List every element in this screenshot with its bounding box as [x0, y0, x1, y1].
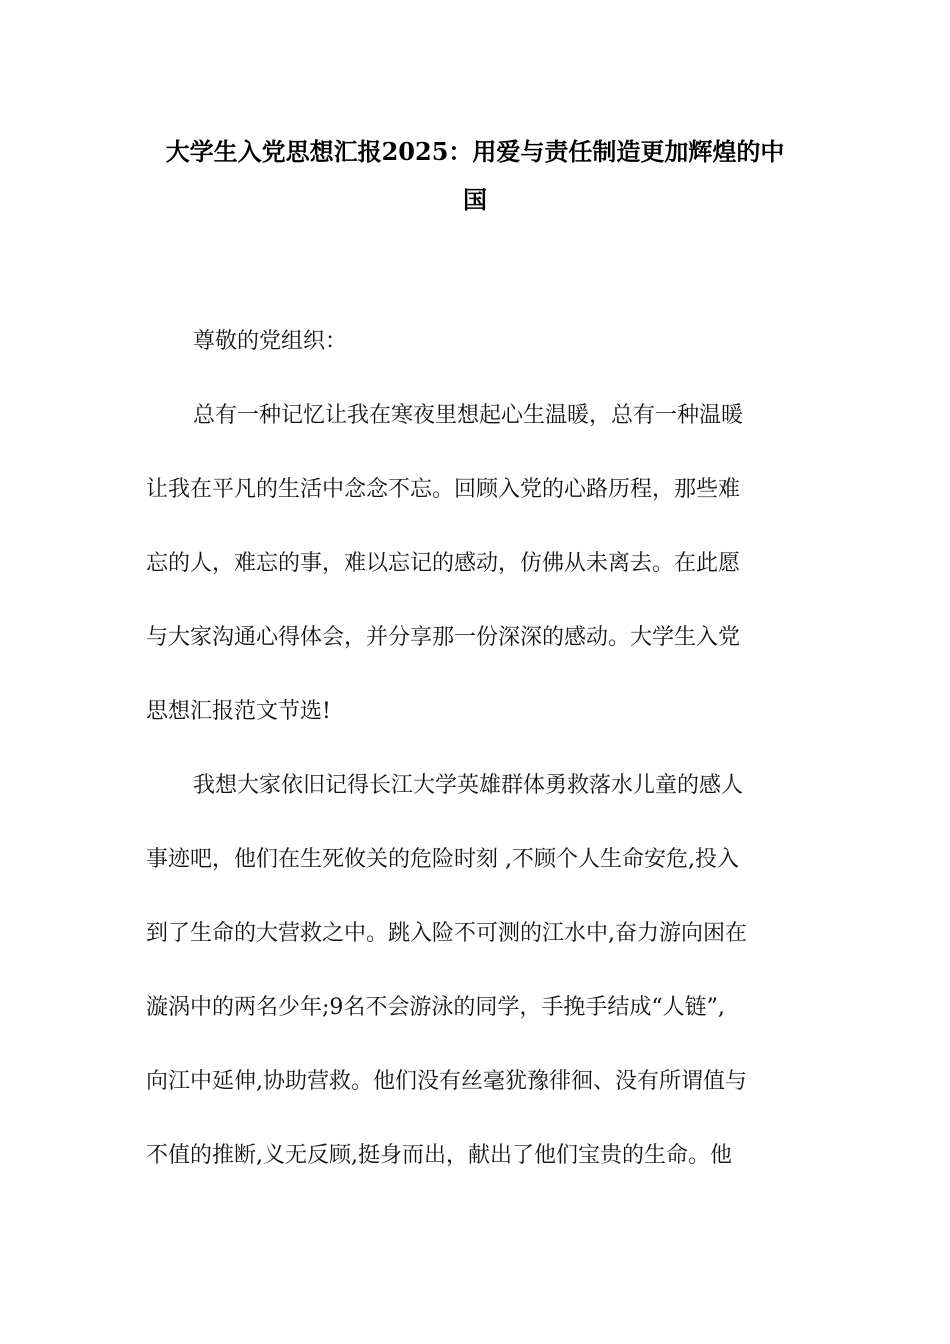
paragraph-1-line-2: 让我在平凡的生活中念念不忘。回顾入党的心路历程，那些难	[146, 477, 741, 502]
paragraph-1	[146, 379, 811, 749]
salutation	[146, 305, 811, 379]
paragraph-2-line-4: 漩涡中的两名少年;9名不会游泳的同学，手挽手结成“人链”,	[146, 995, 725, 1020]
document-title	[130, 128, 820, 224]
paragraph-1-line-1: 总有一种记忆让我在寒夜里想起心生温暖，总有一种温暖	[193, 403, 744, 428]
title-line-2: 国	[463, 185, 487, 214]
paragraph-1-line-4: 与大家沟通心得体会，并分享那一份深深的感动。大学生入党	[146, 625, 741, 650]
paragraph-2-line-5: 向江中延伸,协助营救。他们没有丝毫犹豫徘徊、没有所谓值与	[146, 1069, 747, 1094]
paragraph-1-line-3: 忘的人，难忘的事，难以忘记的感动，仿佛从未离去。在此愿	[146, 551, 741, 576]
paragraph-1-line-5: 思想汇报范文节选!	[146, 699, 331, 724]
paragraph-2-line-6: 不值的推断,义无反顾,挺身而出，献出了他们宝贵的生命。他	[146, 1143, 732, 1168]
paragraph-2-line-2: 事迹吧，他们在生死攸关的危险时刻 ,不顾个人生命安危,投入	[146, 847, 739, 872]
salutation-line: 尊敬的党组织：	[193, 329, 348, 354]
paragraph-2-line-3: 到了生命的大营救之中。跳入险不可测的江水中,奋力游向困在	[146, 921, 747, 946]
paragraph-2	[146, 749, 811, 1193]
title-line-1: 大学生入党思想汇报2025：用爱与责任制造更加辉煌的中	[165, 137, 785, 166]
document-body	[146, 305, 811, 1193]
paragraph-2-line-1: 我想大家依旧记得长江大学英雄群体勇救落水儿童的感人	[193, 773, 744, 798]
